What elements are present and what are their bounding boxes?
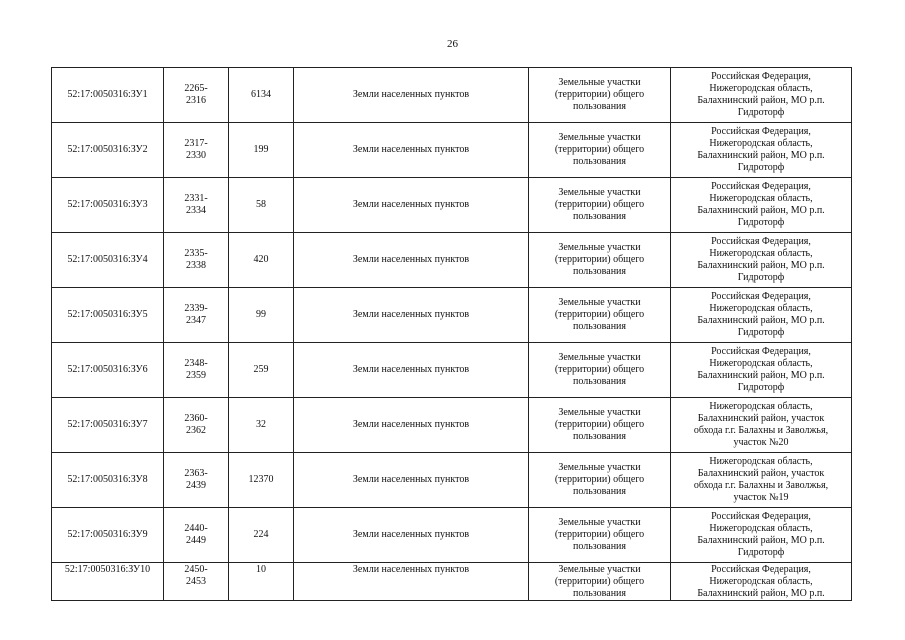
cadastral-number-cell: 52:17:0050316:ЗУ6 — [52, 343, 164, 398]
address-line: Нижегородская область, — [709, 248, 813, 259]
permitted-use-line: пользования — [573, 486, 626, 497]
permitted-use-line: (территории) общего — [554, 89, 645, 100]
address-line: Балахнинский район, МО р.п. — [697, 370, 825, 381]
address-cell — [671, 343, 852, 398]
boundary-points-cell — [164, 123, 229, 178]
address-line: Балахнинский район, МО р.п. — [697, 535, 825, 546]
address-line: Российская Федерация, — [711, 291, 811, 302]
boundary-points-cell — [164, 178, 229, 233]
boundary-points-line: 2360- — [184, 413, 208, 424]
address-line: Гидроторф — [737, 217, 785, 228]
permitted-use-line: пользования — [573, 266, 626, 277]
address-line: Гидроторф — [737, 107, 785, 118]
permitted-use-line: Земельные участки — [558, 187, 641, 198]
address-line: Российская Федерация, — [711, 511, 811, 522]
land-category-cell: Земли населенных пунктов — [294, 508, 529, 563]
area-cell: 199 — [229, 123, 294, 178]
boundary-points-line: 2330 — [186, 150, 206, 161]
address-line: Балахнинский район, МО р.п. — [697, 588, 825, 599]
address-line: Российская Федерация, — [711, 236, 811, 247]
table-body — [52, 68, 852, 601]
land-category-cell: Земли населенных пунктов — [294, 343, 529, 398]
permitted-use-line: пользования — [573, 101, 626, 112]
permitted-use-line: Земельные участки — [558, 297, 641, 308]
cadastral-number-cell: 52:17:0050316:ЗУ10 — [52, 563, 164, 601]
permitted-use-line: (территории) общего — [554, 364, 645, 375]
permitted-use-cell — [529, 343, 671, 398]
permitted-use-line: Земельные участки — [558, 462, 641, 473]
land-category-cell: Земли населенных пунктов — [294, 453, 529, 508]
permitted-use-line: пользования — [573, 321, 626, 332]
permitted-use-line: пользования — [573, 431, 626, 442]
land-category-cell: Земли населенных пунктов — [294, 563, 529, 601]
boundary-points-cell — [164, 508, 229, 563]
area-cell: 6134 — [229, 68, 294, 123]
address-line: Нижегородская область, — [709, 83, 813, 94]
land-plot-table — [51, 67, 852, 601]
permitted-use-line: пользования — [573, 376, 626, 387]
address-line: Российская Федерация, — [711, 126, 811, 137]
permitted-use-line: (территории) общего — [554, 144, 645, 155]
address-line: участок №19 — [733, 492, 789, 503]
address-line: Российская Федерация, — [711, 346, 811, 357]
address-cell — [671, 288, 852, 343]
area-cell: 259 — [229, 343, 294, 398]
permitted-use-line: Земельные участки — [558, 132, 641, 143]
table-row — [52, 233, 852, 288]
boundary-points-line: 2348- — [184, 358, 208, 369]
address-cell — [671, 563, 852, 601]
permitted-use-line: Земельные участки — [558, 352, 641, 363]
permitted-use-line: (территории) общего — [554, 474, 645, 485]
address-line: Гидроторф — [737, 272, 785, 283]
table-row — [52, 68, 852, 123]
address-line: Нижегородская область, — [709, 576, 813, 587]
address-line: Балахнинский район, участок — [697, 468, 825, 479]
cadastral-number-cell: 52:17:0050316:ЗУ4 — [52, 233, 164, 288]
table-row — [52, 178, 852, 233]
cadastral-number-cell: 52:17:0050316:ЗУ2 — [52, 123, 164, 178]
area-cell: 10 — [229, 563, 294, 601]
address-line: Нижегородская область, — [709, 303, 813, 314]
land-category-cell: Земли населенных пунктов — [294, 123, 529, 178]
boundary-points-line: 2439 — [186, 480, 206, 491]
address-line: Гидроторф — [737, 382, 785, 393]
address-line: Балахнинский район, участок — [697, 413, 825, 424]
boundary-points-line: 2316 — [186, 95, 206, 106]
table-row — [52, 343, 852, 398]
address-cell — [671, 68, 852, 123]
address-line: Балахнинский район, МО р.п. — [697, 315, 825, 326]
table-row — [52, 123, 852, 178]
land-category-cell: Земли населенных пунктов — [294, 68, 529, 123]
permitted-use-line: (территории) общего — [554, 199, 645, 210]
address-line: Гидроторф — [737, 327, 785, 338]
address-line: обхода г.г. Балахны и Заволжья, — [693, 480, 829, 491]
cadastral-number-cell: 52:17:0050316:ЗУ1 — [52, 68, 164, 123]
area-cell: 12370 — [229, 453, 294, 508]
address-cell — [671, 508, 852, 563]
permitted-use-line: пользования — [573, 156, 626, 167]
boundary-points-line: 2339- — [184, 303, 208, 314]
table-row — [52, 398, 852, 453]
boundary-points-line: 2265- — [184, 83, 208, 94]
cadastral-number-cell: 52:17:0050316:ЗУ8 — [52, 453, 164, 508]
permitted-use-line: Земельные участки — [558, 77, 641, 88]
boundary-points-line: 2338 — [186, 260, 206, 271]
permitted-use-line: пользования — [573, 588, 626, 599]
boundary-points-line: 2453 — [186, 576, 206, 587]
boundary-points-line: 2440- — [184, 523, 208, 534]
boundary-points-line: 2334 — [186, 205, 206, 216]
boundary-points-line: 2335- — [184, 248, 208, 259]
boundary-points-line: 2331- — [184, 193, 208, 204]
permitted-use-cell — [529, 178, 671, 233]
boundary-points-cell — [164, 398, 229, 453]
permitted-use-line: Земельные участки — [558, 407, 641, 418]
boundary-points-cell — [164, 68, 229, 123]
address-line: Нижегородская область, — [709, 456, 813, 467]
permitted-use-line: пользования — [573, 211, 626, 222]
address-line: обхода г.г. Балахны и Заволжья, — [693, 425, 829, 436]
address-cell — [671, 453, 852, 508]
land-category-cell: Земли населенных пунктов — [294, 233, 529, 288]
address-cell — [671, 178, 852, 233]
land-category-cell: Земли населенных пунктов — [294, 398, 529, 453]
area-cell: 32 — [229, 398, 294, 453]
address-cell — [671, 123, 852, 178]
table-row — [52, 508, 852, 563]
address-line: участок №20 — [733, 437, 789, 448]
address-line: Балахнинский район, МО р.п. — [697, 205, 825, 216]
area-cell: 58 — [229, 178, 294, 233]
permitted-use-line: (территории) общего — [554, 254, 645, 265]
address-line: Балахнинский район, МО р.п. — [697, 95, 825, 106]
permitted-use-line: Земельные участки — [558, 517, 641, 528]
boundary-points-line: 2449 — [186, 535, 206, 546]
boundary-points-cell — [164, 453, 229, 508]
address-line: Российская Федерация, — [711, 564, 811, 575]
boundary-points-line: 2450- — [184, 564, 208, 575]
permitted-use-line: (территории) общего — [554, 529, 645, 540]
cadastral-number-cell: 52:17:0050316:ЗУ9 — [52, 508, 164, 563]
permitted-use-cell — [529, 398, 671, 453]
boundary-points-line: 2363- — [184, 468, 208, 479]
permitted-use-cell — [529, 68, 671, 123]
address-line: Балахнинский район, МО р.п. — [697, 260, 825, 271]
boundary-points-line: 2362 — [186, 425, 206, 436]
address-cell — [671, 233, 852, 288]
permitted-use-line: (территории) общего — [554, 309, 645, 320]
address-line: Гидроторф — [737, 547, 785, 558]
table-row — [52, 563, 852, 601]
address-line: Гидроторф — [737, 162, 785, 173]
permitted-use-cell — [529, 233, 671, 288]
permitted-use-cell — [529, 123, 671, 178]
address-line: Нижегородская область, — [709, 193, 813, 204]
address-line: Российская Федерация, — [711, 181, 811, 192]
permitted-use-cell — [529, 508, 671, 563]
cadastral-number-cell: 52:17:0050316:ЗУ3 — [52, 178, 164, 233]
table-row — [52, 288, 852, 343]
permitted-use-line: пользования — [573, 541, 626, 552]
address-line: Нижегородская область, — [709, 358, 813, 369]
area-cell: 224 — [229, 508, 294, 563]
permitted-use-cell — [529, 288, 671, 343]
table-row — [52, 453, 852, 508]
boundary-points-line: 2317- — [184, 138, 208, 149]
area-cell: 99 — [229, 288, 294, 343]
permitted-use-line: (территории) общего — [554, 576, 645, 587]
address-cell — [671, 398, 852, 453]
cadastral-number-cell: 52:17:0050316:ЗУ5 — [52, 288, 164, 343]
land-category-cell: Земли населенных пунктов — [294, 178, 529, 233]
boundary-points-line: 2359 — [186, 370, 206, 381]
cadastral-number-cell: 52:17:0050316:ЗУ7 — [52, 398, 164, 453]
address-line: Балахнинский район, МО р.п. — [697, 150, 825, 161]
area-cell: 420 — [229, 233, 294, 288]
address-line: Нижегородская область, — [709, 401, 813, 412]
address-line: Нижегородская область, — [709, 138, 813, 149]
address-line: Российская Федерация, — [711, 71, 811, 82]
permitted-use-line: (территории) общего — [554, 419, 645, 430]
land-category-cell: Земли населенных пунктов — [294, 288, 529, 343]
boundary-points-cell — [164, 563, 229, 601]
boundary-points-cell — [164, 343, 229, 398]
permitted-use-cell — [529, 453, 671, 508]
permitted-use-line: Земельные участки — [558, 242, 641, 253]
boundary-points-line: 2347 — [186, 315, 206, 326]
address-line: Нижегородская область, — [709, 523, 813, 534]
boundary-points-cell — [164, 288, 229, 343]
page-number: 26 — [447, 38, 458, 50]
boundary-points-cell — [164, 233, 229, 288]
permitted-use-cell — [529, 563, 671, 601]
permitted-use-line: Земельные участки — [558, 564, 641, 575]
